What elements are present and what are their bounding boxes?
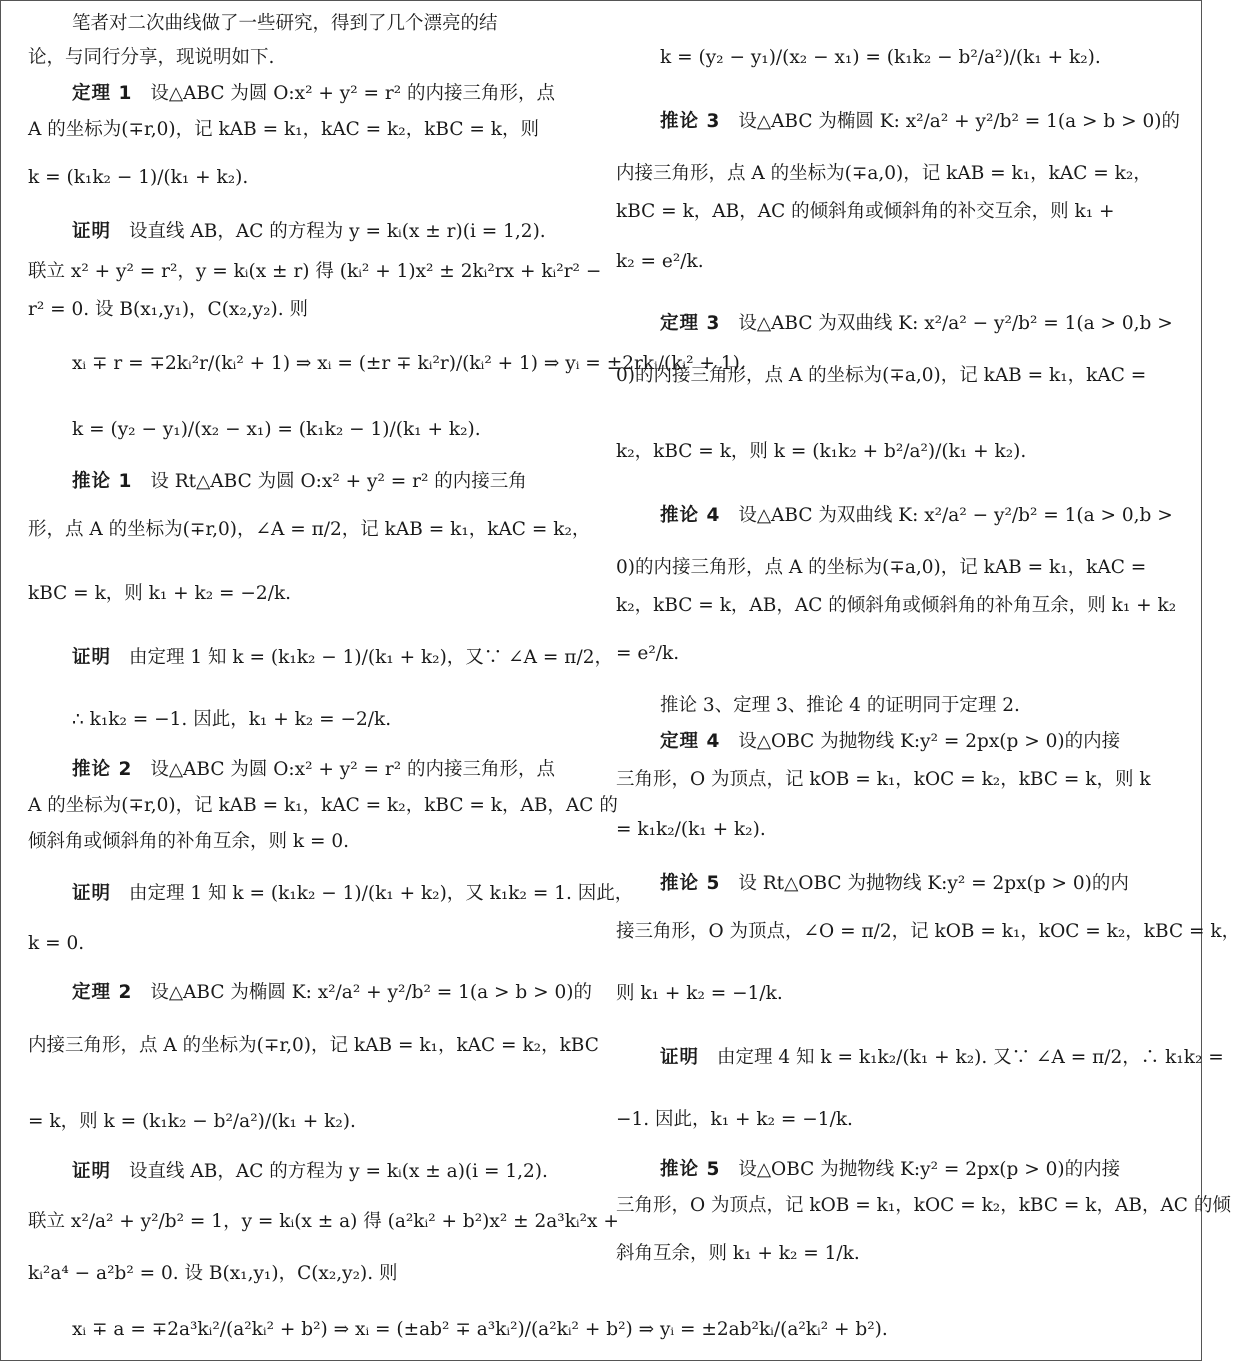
left-text-line [28,1204,619,1240]
left-text-line [28,752,588,788]
paragraph-text: kBC = k，则 k₁ + k₂ = −2/k. [28,583,292,604]
paragraph-text: 设△ABC 为圆 O:x² + y² = r² 的内接三角形，点 [150,83,556,104]
right-text-line [616,306,1176,342]
paragraph-text: 论，与同行分享，现说明如下. [28,47,275,68]
paragraph-text: 推论 3、定理 3、推论 4 的证明同于定理 2. [660,695,1020,716]
left-text-line [28,76,588,112]
left-text-line [28,292,588,328]
right-text-line [616,588,1176,624]
left-text-line [28,1256,588,1292]
left-text-line [28,40,588,76]
paragraph-text: 内接三角形，点 A 的坐标为(∓r,0)，记 kAB = k₁，kAC = k₂，kBC [28,1035,599,1056]
paragraph-text: 设△ABC 为双曲线 K: x²/a² − y²/b² = 1(a > 0,b > [738,505,1173,526]
right-text-line [616,866,1176,902]
left-text-line [28,112,588,148]
left-text-line [28,1104,588,1140]
right-text-line [616,358,1176,394]
theorem-label: 推论 1 [72,471,133,492]
right-text-line [616,244,1176,280]
paragraph-text: k = (k₁k₂ − 1)/(k₁ + k₂). [28,167,249,188]
paragraph-text: 设△OBC 为抛物线 K:y² = 2px(p > 0)的内接 [738,1159,1121,1180]
right-text-line [616,636,1176,672]
theorem-label: 证明 [72,1161,112,1182]
paragraph-text: 0)的内接三角形，点 A 的坐标为(∓a,0)，记 kAB = k₁，kAC = [616,365,1147,386]
left-text-line [28,464,588,500]
theorem-label: 推论 4 [660,505,721,526]
right-column [616,0,1240,1361]
paragraph-text: 笔者对二次曲线做了一些研究，得到了几个漂亮的结 [72,13,498,34]
right-text-line [616,1040,1224,1076]
paragraph-text: 设 Rt△OBC 为抛物线 K:y² = 2px(p > 0)的内 [738,873,1129,894]
left-text-line [28,214,588,250]
left-text-line [28,1154,588,1190]
paragraph-text: 设△OBC 为抛物线 K:y² = 2px(p > 0)的内接 [738,731,1121,752]
paragraph-text: 设直线 AB，AC 的方程为 y = kᵢ(x ± a)(i = 1,2). [129,1161,548,1182]
right-text-line [616,762,1176,798]
paragraph-text: = k，则 k = (k₁k₂ − b²/a²)/(k₁ + k₂). [28,1111,356,1132]
right-text-line [616,688,1176,724]
left-text-line [28,6,588,42]
right-text-line [616,498,1176,534]
theorem-label: 证明 [72,647,112,668]
theorem-label: 推论 5 [660,1159,721,1180]
left-text-line [28,254,602,290]
paragraph-text: 由定理 1 知 k = (k₁k₂ − 1)/(k₁ + k₂)，又 k₁k₂ = 1. 因此， [129,883,634,904]
right-text-line [616,976,1176,1012]
paragraph-text: 内接三角形，点 A 的坐标为(∓a,0)，记 kAB = k₁，kAC = k₂， [616,163,1152,184]
left-text-line [28,824,588,860]
left-text-line [28,926,588,962]
paragraph-text: A 的坐标为(∓r,0)，记 kAB = k₁，kAC = k₂，kBC = k，则 [28,119,539,140]
left-text-line [28,346,746,382]
left-text-line [28,512,591,548]
paragraph-text: 0)的内接三角形，点 A 的坐标为(∓a,0)，记 kAB = k₁，kAC = [616,557,1147,578]
paragraph-text: 由定理 1 知 k = (k₁k₂ − 1)/(k₁ + k₂)，又∵ ∠A = π/2， [129,647,613,668]
paragraph-text: k₂，kBC = k，则 k = (k₁k₂ + b²/a²)/(k₁ + k₂). [616,441,1027,462]
paragraph-text: 斜角互余，则 k₁ + k₂ = 1/k. [616,1243,860,1264]
left-text-line [28,412,588,448]
paragraph-text: 由定理 4 知 k = k₁k₂/(k₁ + k₂). 又∵ ∠A = π/2，∴ k₁k₂ = [717,1047,1224,1068]
right-text-line [616,724,1176,760]
paragraph-text: r² = 0. 设 B(x₁,y₁)，C(x₂,y₂). 则 [28,299,309,320]
paragraph-text: A 的坐标为(∓r,0)，记 kAB = k₁，kAC = k₂，kBC = k，AB，AC 的 [28,795,618,816]
paragraph-text: 三角形，O 为顶点，记 kOB = k₁，kOC = k₂，kBC = k，则 k [616,769,1151,790]
paragraph-text: k = (y₂ − y₁)/(x₂ − x₁) = (k₁k₂ − b²/a²)/(k₁ + k₂). [660,47,1101,68]
paragraph-text: xᵢ ∓ a = ∓2a³kᵢ²/(a²kᵢ² + b²) ⇒ xᵢ = (±ab² ∓ a³kᵢ²)/(a²kᵢ² + b²) ⇒ yᵢ = ±2ab²kᵢ/(a²kᵢ² + b²). [72,1319,888,1340]
theorem-label: 定理 4 [660,731,721,752]
theorem-label: 推论 5 [660,873,721,894]
theorem-label: 证明 [72,221,112,242]
right-text-line [616,434,1176,470]
left-text-line [28,1028,599,1064]
paragraph-text: 设 Rt△ABC 为圆 O:x² + y² = r² 的内接三角 [150,471,527,492]
paragraph-text: ∴ k₁k₂ = −1. 因此，k₁ + k₂ = −2/k. [72,709,392,730]
paragraph-text: k₂，kBC = k，AB，AC 的倾斜角或倾斜角的补角互余，则 k₁ + k₂ [616,595,1177,616]
paragraph-text: 倾斜角或倾斜角的补角互余，则 k = 0. [28,831,350,852]
paragraph-text: 设△ABC 为双曲线 K: x²/a² − y²/b² = 1(a > 0,b > [738,313,1173,334]
left-text-line [28,640,613,676]
paragraph-text: 形，点 A 的坐标为(∓r,0)，∠A = π/2，记 kAB = k₁，kAC = k₂， [28,519,591,540]
right-text-line [616,194,1176,230]
left-text-line [28,576,588,612]
paragraph-text: 三角形，O 为顶点，记 kOB = k₁，kOC = k₂，kBC = k，AB，AC 的倾 [616,1195,1231,1216]
paragraph-text: k₂ = e²/k. [616,251,704,272]
paragraph-text: = k₁k₂/(k₁ + k₂). [616,819,766,840]
paragraph-text: kBC = k，AB，AC 的倾斜角或倾斜角的补交互余，则 k₁ + [616,201,1115,222]
paragraph-text: kᵢ²a⁴ − a²b² = 0. 设 B(x₁,y₁)，C(x₂,y₂). 则 [28,1263,398,1284]
paragraph-text: 设△ABC 为圆 O:x² + y² = r² 的内接三角形，点 [150,759,556,780]
paragraph-text: 联立 x²/a² + y²/b² = 1，y = kᵢ(x ± a) 得 (a²kᵢ² + b²)x² ± 2a³kᵢ²x + [28,1211,619,1232]
theorem-label: 定理 1 [72,83,133,104]
paragraph-text: 设△ABC 为椭圆 K: x²/a² + y²/b² = 1(a > b > 0)的 [150,982,592,1003]
theorem-label: 定理 3 [660,313,721,334]
right-text-line [616,40,1176,76]
left-text-line [28,160,588,196]
theorem-label: 推论 2 [72,759,133,780]
right-text-line [616,914,1240,950]
left-text-line [28,975,592,1011]
theorem-label: 证明 [660,1047,700,1068]
paragraph-text: 设△ABC 为椭圆 K: x²/a² + y²/b² = 1(a > b > 0)的 [738,111,1180,132]
paragraph-text: k = 0. [28,933,85,954]
paragraph-text: k = (y₂ − y₁)/(x₂ − x₁) = (k₁k₂ − 1)/(k₁ + k₂). [72,419,481,440]
paragraph-text: 联立 x² + y² = r²，y = kᵢ(x ± r) 得 (kᵢ² + 1)x² ± 2kᵢ²rx + kᵢ²r² − [28,261,602,282]
theorem-label: 定理 2 [72,982,133,1003]
right-text-line [616,1188,1231,1224]
paragraph-text: = e²/k. [616,643,680,664]
right-text-line [616,812,1176,848]
theorem-label: 证明 [72,883,112,904]
right-text-line [616,1102,1176,1138]
paragraph-text: 设直线 AB，AC 的方程为 y = kᵢ(x ± r)(i = 1,2). [129,221,546,242]
paragraph-text: xᵢ ∓ r = ∓2kᵢ²r/(kᵢ² + 1) ⇒ xᵢ = (±r ∓ kᵢ²r)/(kᵢ² + 1) ⇒ yᵢ = ±2rkᵢ/(kᵢ² + 1). [72,353,746,374]
left-text-line [28,1312,888,1348]
theorem-label: 推论 3 [660,111,721,132]
right-text-line [616,104,1180,140]
paragraph-text: 则 k₁ + k₂ = −1/k. [616,983,783,1004]
left-text-line [28,876,634,912]
paragraph-text: 接三角形，O 为顶点，∠O = π/2，记 kOB = k₁，kOC = k₂，kBC = k， [616,921,1240,942]
right-text-line [616,1152,1176,1188]
right-text-line [616,156,1176,192]
left-text-line [28,788,618,824]
right-text-line [616,550,1176,586]
paragraph-text: −1. 因此，k₁ + k₂ = −1/k. [616,1109,853,1130]
right-text-line [616,1236,1176,1272]
left-text-line [28,702,588,738]
